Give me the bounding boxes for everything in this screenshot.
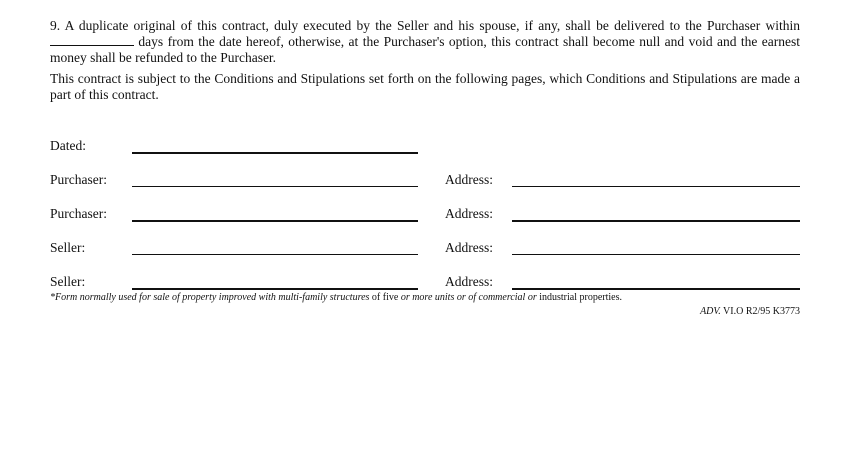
purchaser-1-address-line[interactable] bbox=[512, 186, 800, 187]
purchaser-2-line[interactable] bbox=[132, 220, 418, 222]
clause-9-body: days from the date hereof, otherwise, at the Purchaser's option, this contract shall become null and void and the earnest money shall be refunded to the Purchaser. bbox=[50, 34, 801, 65]
seller-1-label: Seller: bbox=[50, 240, 86, 255]
form-code bbox=[700, 306, 800, 318]
purchaser-1-address-label: Address: bbox=[445, 172, 493, 187]
purchaser-1-label: Purchaser: bbox=[50, 172, 107, 187]
purchaser-2-address-label: Address: bbox=[445, 206, 493, 221]
seller-2-line[interactable] bbox=[132, 288, 418, 290]
form-code-rest: VI.O R2/95 K3773 bbox=[720, 306, 800, 317]
footnote-part-3: or more units or of commercial or bbox=[400, 292, 537, 303]
footnote-part-2: of five bbox=[369, 292, 401, 303]
purchaser-1-line[interactable] bbox=[132, 186, 418, 187]
purchaser-2-label: Purchaser: bbox=[50, 206, 107, 221]
footnote-part-1: *Form normally used for sale of property improved with multi-family structures bbox=[50, 292, 370, 303]
seller-1-address-line[interactable] bbox=[512, 254, 800, 255]
form-usage-footnote bbox=[50, 292, 622, 304]
days-blank-line[interactable] bbox=[50, 34, 134, 46]
seller-1-line[interactable] bbox=[132, 254, 418, 255]
dated-label: Dated: bbox=[50, 138, 86, 153]
seller-2-address-label: Address: bbox=[445, 274, 493, 289]
purchaser-2-address-line[interactable] bbox=[512, 220, 800, 222]
clause-9-intro: 9. A duplicate original of this contract, duly executed by the Seller and his spouse, if any, shall be delivered to the Purchaser within bbox=[50, 18, 800, 33]
dated-line[interactable] bbox=[132, 152, 418, 154]
seller-2-address-line[interactable] bbox=[512, 288, 800, 290]
seller-1-address-label: Address: bbox=[445, 240, 493, 255]
seller-2-label: Seller: bbox=[50, 274, 86, 289]
clause-9-paragraph bbox=[50, 18, 800, 66]
footnote-part-4: industrial properties. bbox=[536, 292, 622, 303]
conditions-paragraph: This contract is subject to the Conditions and Stipulations set forth on the following pages, which Conditions and Stipulations are made a part of this contract. bbox=[50, 71, 800, 102]
form-code-adv: ADV. bbox=[700, 306, 721, 317]
